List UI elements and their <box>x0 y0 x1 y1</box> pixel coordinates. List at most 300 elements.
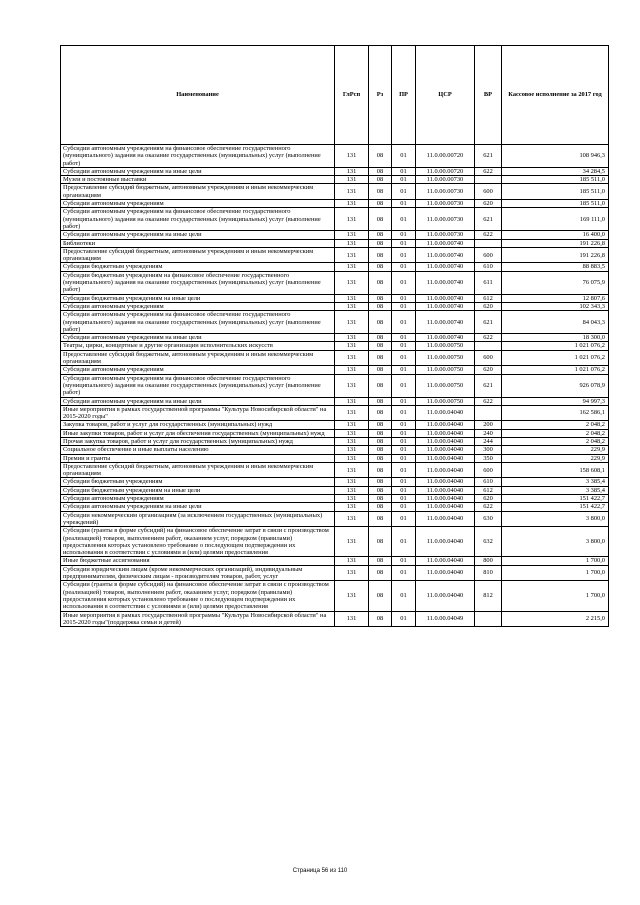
cell-csr: 11.0.00.00730 <box>416 231 475 239</box>
cell-sum: 12 807,6 <box>502 294 609 302</box>
cell-name: Субсидии автономным учреждениям на иные цели <box>61 167 335 175</box>
table-row <box>61 421 609 429</box>
cell-vr: 600 <box>475 184 502 200</box>
cell-csr: 11.0.00.00730 <box>416 184 475 200</box>
table-row <box>61 462 609 478</box>
header-name: Наименование <box>61 46 335 145</box>
cell-vr: 300 <box>475 446 502 454</box>
cell-csr: 11.0.00.00740 <box>416 239 475 247</box>
cell-csr: 11.0.00.04040 <box>416 581 475 611</box>
cell-rz: 08 <box>369 511 392 527</box>
cell-sum: 3 385,4 <box>502 486 609 494</box>
cell-csr: 11.0.00.00750 <box>416 350 475 366</box>
cell-name: Предоставление субсидий бюджетным, автономным учреждениям и иным некоммерческим организациям <box>61 350 335 366</box>
cell-grs: 131 <box>335 405 369 421</box>
cell-rz: 08 <box>369 565 392 581</box>
cell-csr: 11.0.00.04040 <box>416 486 475 494</box>
table-row <box>61 176 609 184</box>
cell-grs: 131 <box>335 374 369 397</box>
cell-sum: 158 608,1 <box>502 462 609 478</box>
cell-pr: 01 <box>392 294 416 302</box>
cell-name: Субсидии (гранты в форме субсидий) на финансовое обеспечение затрат в связи с производством (реализацией) товаров, выполнением работ, оказанием услуг, порядком (правилами) предоставления которых установлено требование о последующем подтверждении их использования в соответствии с условиями и (или) целями предоставления <box>61 527 335 557</box>
cell-name: Иные закупки товаров, работ и услуг для обеспечения государственных (муниципальных) нужд <box>61 429 335 437</box>
cell-grs: 131 <box>335 495 369 503</box>
cell-rz: 08 <box>369 176 392 184</box>
cell-pr: 01 <box>392 454 416 462</box>
table-row <box>61 208 609 231</box>
cell-sum: 185 511,0 <box>502 176 609 184</box>
cell-sum: 1 021 076,2 <box>502 342 609 350</box>
cell-grs: 131 <box>335 334 369 342</box>
budget-table-container <box>60 45 608 627</box>
table-row <box>61 271 609 294</box>
cell-sum: 162 586,1 <box>502 405 609 421</box>
cell-vr: 350 <box>475 454 502 462</box>
cell-name: Иные мероприятия в рамках государственной программы "Культура Новосибирской области" на 2015-2020 годы"(поддержка семьи и детей) <box>61 611 335 627</box>
cell-rz: 08 <box>369 454 392 462</box>
cell-name: Субсидии юридическим лицам (кроме некоммерческих организаций), индивидуальным предпринимателям, физическим лицам - производителям товаров, работ, услуг <box>61 565 335 581</box>
cell-pr: 01 <box>392 503 416 511</box>
cell-pr: 01 <box>392 495 416 503</box>
cell-rz: 08 <box>369 462 392 478</box>
cell-pr: 01 <box>392 486 416 494</box>
cell-sum: 1 700,0 <box>502 581 609 611</box>
cell-vr: 621 <box>475 145 502 168</box>
cell-rz: 08 <box>369 302 392 310</box>
cell-pr: 01 <box>392 271 416 294</box>
cell-pr: 01 <box>392 437 416 445</box>
cell-vr: 600 <box>475 462 502 478</box>
cell-csr: 11.0.00.04040 <box>416 454 475 462</box>
cell-name: Премии и гранты <box>61 454 335 462</box>
cell-vr: 621 <box>475 374 502 397</box>
cell-sum: 151 422,7 <box>502 495 609 503</box>
table-row <box>61 581 609 611</box>
cell-vr: 622 <box>475 503 502 511</box>
cell-sum: 108 946,3 <box>502 145 609 168</box>
cell-sum: 229,9 <box>502 446 609 454</box>
cell-vr: 620 <box>475 366 502 374</box>
cell-csr: 11.0.00.04040 <box>416 503 475 511</box>
cell-rz: 08 <box>369 503 392 511</box>
cell-rz: 08 <box>369 271 392 294</box>
cell-pr: 01 <box>392 184 416 200</box>
cell-pr: 01 <box>392 462 416 478</box>
cell-pr: 01 <box>392 527 416 557</box>
cell-grs: 131 <box>335 200 369 208</box>
cell-name: Субсидии автономным учреждениям на финансовое обеспечение государственного (муниципального) задания на оказание государственных (муниципальных) услуг (выполнение работ) <box>61 374 335 397</box>
cell-sum: 2 048,2 <box>502 421 609 429</box>
cell-pr: 01 <box>392 478 416 486</box>
cell-grs: 131 <box>335 611 369 627</box>
cell-vr <box>475 176 502 184</box>
cell-grs: 131 <box>335 527 369 557</box>
cell-pr: 01 <box>392 239 416 247</box>
cell-csr: 11.0.00.00730 <box>416 176 475 184</box>
cell-vr: 620 <box>475 495 502 503</box>
cell-name: Театры, цирки, концертные и другие организации исполнительских искусств <box>61 342 335 350</box>
cell-name: Субсидии автономным учреждениям <box>61 302 335 310</box>
cell-name: Субсидии бюджетным учреждениям на финансовое обеспечение государственного (муниципального) задания на оказание государственных (муниципальных) услуг (выполнение работ) <box>61 271 335 294</box>
cell-csr: 11.0.00.04049 <box>416 611 475 627</box>
cell-name: Субсидии бюджетным учреждениям на иные цели <box>61 294 335 302</box>
cell-sum: 102 343,3 <box>502 302 609 310</box>
cell-csr: 11.0.00.04040 <box>416 511 475 527</box>
cell-grs: 131 <box>335 437 369 445</box>
cell-pr: 01 <box>392 581 416 611</box>
cell-sum: 185 511,0 <box>502 184 609 200</box>
cell-pr: 01 <box>392 374 416 397</box>
cell-grs: 131 <box>335 511 369 527</box>
cell-rz: 08 <box>369 557 392 565</box>
cell-vr <box>475 611 502 627</box>
cell-pr: 01 <box>392 263 416 271</box>
table-row <box>61 247 609 263</box>
cell-name: Иные бюджетные ассигнования <box>61 557 335 565</box>
cell-csr: 11.0.00.00730 <box>416 200 475 208</box>
cell-sum: 169 111,0 <box>502 208 609 231</box>
header-vr: ВР <box>475 46 502 145</box>
cell-pr: 01 <box>392 421 416 429</box>
cell-sum: 76 075,9 <box>502 271 609 294</box>
cell-sum: 191 226,8 <box>502 247 609 263</box>
cell-vr: 621 <box>475 208 502 231</box>
table-row <box>61 342 609 350</box>
cell-sum: 151 422,7 <box>502 503 609 511</box>
table-row <box>61 302 609 310</box>
cell-sum: 1 700,0 <box>502 565 609 581</box>
cell-pr: 01 <box>392 565 416 581</box>
cell-pr: 01 <box>392 247 416 263</box>
cell-sum: 3 385,4 <box>502 478 609 486</box>
cell-sum: 34 284,5 <box>502 167 609 175</box>
cell-sum: 185 511,0 <box>502 200 609 208</box>
cell-name: Музеи и постоянные выставки <box>61 176 335 184</box>
cell-vr: 622 <box>475 167 502 175</box>
cell-rz: 08 <box>369 611 392 627</box>
cell-name: Социальное обеспечение и иные выплаты населению <box>61 446 335 454</box>
cell-sum: 94 997,3 <box>502 397 609 405</box>
cell-name: Субсидии автономным учреждениям на финансовое обеспечение государственного (муниципального) задания на оказание государственных (муниципальных) услуг (выполнение работ) <box>61 145 335 168</box>
cell-csr: 11.0.00.04040 <box>416 462 475 478</box>
cell-grs: 131 <box>335 263 369 271</box>
cell-name: Библиотеки <box>61 239 335 247</box>
table-row <box>61 231 609 239</box>
cell-grs: 131 <box>335 486 369 494</box>
cell-rz: 08 <box>369 247 392 263</box>
cell-csr: 11.0.00.04040 <box>416 405 475 421</box>
table-row <box>61 405 609 421</box>
cell-csr: 11.0.00.00720 <box>416 167 475 175</box>
cell-vr <box>475 342 502 350</box>
cell-vr: 612 <box>475 486 502 494</box>
cell-grs: 131 <box>335 184 369 200</box>
cell-rz: 08 <box>369 437 392 445</box>
table-row <box>61 454 609 462</box>
cell-pr: 01 <box>392 334 416 342</box>
cell-vr: 600 <box>475 350 502 366</box>
cell-grs: 131 <box>335 478 369 486</box>
cell-grs: 131 <box>335 239 369 247</box>
cell-rz: 08 <box>369 429 392 437</box>
cell-sum: 88 883,5 <box>502 263 609 271</box>
header-pr: ПР <box>392 46 416 145</box>
cell-vr <box>475 239 502 247</box>
cell-name: Субсидии автономным учреждениям на иные цели <box>61 397 335 405</box>
cell-pr: 01 <box>392 405 416 421</box>
cell-rz: 08 <box>369 311 392 334</box>
table-row <box>61 611 609 627</box>
cell-grs: 131 <box>335 366 369 374</box>
cell-grs: 131 <box>335 311 369 334</box>
cell-name: Субсидии автономным учреждениям на финансовое обеспечение государственного (муниципального) задания на оказание государственных (муниципальных) услуг (выполнение работ) <box>61 208 335 231</box>
cell-grs: 131 <box>335 342 369 350</box>
cell-sum: 16 400,0 <box>502 231 609 239</box>
cell-grs: 131 <box>335 208 369 231</box>
cell-csr: 11.0.00.04040 <box>416 495 475 503</box>
cell-rz: 08 <box>369 581 392 611</box>
cell-vr: 612 <box>475 294 502 302</box>
cell-pr: 01 <box>392 311 416 334</box>
cell-vr: 810 <box>475 565 502 581</box>
cell-csr: 11.0.00.00740 <box>416 247 475 263</box>
cell-name: Субсидии автономным учреждениям <box>61 200 335 208</box>
cell-grs: 131 <box>335 231 369 239</box>
table-row <box>61 145 609 168</box>
cell-csr: 11.0.00.04040 <box>416 421 475 429</box>
cell-name: Субсидии автономным учреждениям на иные цели <box>61 334 335 342</box>
cell-sum: 191 226,8 <box>502 239 609 247</box>
cell-csr: 11.0.00.00740 <box>416 311 475 334</box>
table-row <box>61 397 609 405</box>
cell-grs: 131 <box>335 176 369 184</box>
cell-csr: 11.0.00.00750 <box>416 397 475 405</box>
table-row <box>61 184 609 200</box>
cell-pr: 01 <box>392 231 416 239</box>
cell-vr: 800 <box>475 557 502 565</box>
cell-name: Субсидии бюджетным учреждениям <box>61 478 335 486</box>
cell-name: Субсидии автономным учреждениям <box>61 495 335 503</box>
cell-grs: 131 <box>335 462 369 478</box>
cell-sum: 1 021 076,2 <box>502 366 609 374</box>
cell-vr: 812 <box>475 581 502 611</box>
cell-vr: 622 <box>475 231 502 239</box>
cell-csr: 11.0.00.04040 <box>416 565 475 581</box>
cell-rz: 08 <box>369 421 392 429</box>
cell-name: Предоставление субсидий бюджетным, автономным учреждениям и иным некоммерческим организациям <box>61 184 335 200</box>
cell-rz: 08 <box>369 200 392 208</box>
cell-grs: 131 <box>335 581 369 611</box>
cell-csr: 11.0.00.00750 <box>416 374 475 397</box>
cell-grs: 131 <box>335 167 369 175</box>
cell-csr: 11.0.00.04040 <box>416 478 475 486</box>
header-grs: ГлРсп <box>335 46 369 145</box>
cell-vr: 621 <box>475 311 502 334</box>
cell-vr: 244 <box>475 437 502 445</box>
cell-csr: 11.0.00.04040 <box>416 557 475 565</box>
cell-sum: 229,9 <box>502 454 609 462</box>
cell-grs: 131 <box>335 503 369 511</box>
cell-csr: 11.0.00.00740 <box>416 334 475 342</box>
table-header-row <box>61 46 609 145</box>
header-rz: Рз <box>369 46 392 145</box>
page-number: Страница 56 из 110 <box>292 868 348 874</box>
table-row <box>61 511 609 527</box>
cell-pr: 01 <box>392 397 416 405</box>
cell-pr: 01 <box>392 611 416 627</box>
cell-name: Иные мероприятия в рамках государственной программы "Культура Новосибирской области" на 2015-2020 годы" <box>61 405 335 421</box>
table-body <box>61 145 609 627</box>
cell-name: Субсидии автономным учреждениям на иные цели <box>61 231 335 239</box>
header-csr: ЦСР <box>416 46 475 145</box>
budget-table <box>60 45 609 627</box>
cell-grs: 131 <box>335 446 369 454</box>
cell-name: Субсидии автономным учреждениям на иные цели <box>61 503 335 511</box>
cell-grs: 131 <box>335 271 369 294</box>
table-row <box>61 527 609 557</box>
cell-sum: 2 048,2 <box>502 437 609 445</box>
cell-vr: 632 <box>475 527 502 557</box>
cell-name: Субсидии автономным учреждениям на финансовое обеспечение государственного (муниципального) задания на оказание государственных (муниципальных) услуг (выполнение работ) <box>61 311 335 334</box>
cell-rz: 08 <box>369 374 392 397</box>
cell-pr: 01 <box>392 145 416 168</box>
cell-grs: 131 <box>335 350 369 366</box>
cell-vr: 610 <box>475 263 502 271</box>
cell-grs: 131 <box>335 454 369 462</box>
cell-pr: 01 <box>392 200 416 208</box>
cell-csr: 11.0.00.00720 <box>416 145 475 168</box>
cell-grs: 131 <box>335 397 369 405</box>
cell-vr: 620 <box>475 200 502 208</box>
cell-name: Предоставление субсидий бюджетным, автономным учреждениям и иным некоммерческим организациям <box>61 247 335 263</box>
cell-sum: 1 700,0 <box>502 557 609 565</box>
cell-name: Субсидии бюджетным учреждениям на иные цели <box>61 486 335 494</box>
cell-csr: 11.0.00.04040 <box>416 429 475 437</box>
cell-csr: 11.0.00.04040 <box>416 437 475 445</box>
table-row <box>61 294 609 302</box>
cell-csr: 11.0.00.00730 <box>416 208 475 231</box>
cell-rz: 08 <box>369 145 392 168</box>
cell-sum: 2 215,0 <box>502 611 609 627</box>
cell-name: Субсидии бюджетным учреждениям <box>61 263 335 271</box>
table-row <box>61 557 609 565</box>
cell-rz: 08 <box>369 208 392 231</box>
cell-rz: 08 <box>369 366 392 374</box>
cell-name: Субсидии (гранты в форме субсидий) на финансовое обеспечение затрат в связи с производством (реализацией) товаров, выполнением работ, оказанием услуг, порядком (правилами) предоставления которых установлено требование о последующем подтверждении их использования в соответствии с условиями и (или) целями предоставления <box>61 581 335 611</box>
cell-grs: 131 <box>335 294 369 302</box>
table-row <box>61 478 609 486</box>
table-row <box>61 350 609 366</box>
cell-csr: 11.0.00.04040 <box>416 527 475 557</box>
cell-rz: 08 <box>369 527 392 557</box>
cell-pr: 01 <box>392 511 416 527</box>
cell-name: Субсидии некоммерческим организациям (за исключением государственных (муниципальных) учреждений) <box>61 511 335 527</box>
cell-rz: 08 <box>369 294 392 302</box>
cell-vr: 630 <box>475 511 502 527</box>
cell-sum: 3 800,0 <box>502 511 609 527</box>
cell-rz: 08 <box>369 495 392 503</box>
cell-vr: 620 <box>475 302 502 310</box>
cell-rz: 08 <box>369 446 392 454</box>
cell-rz: 08 <box>369 231 392 239</box>
cell-pr: 01 <box>392 366 416 374</box>
cell-csr: 11.0.00.00750 <box>416 342 475 350</box>
cell-grs: 131 <box>335 565 369 581</box>
table-row <box>61 239 609 247</box>
cell-grs: 131 <box>335 557 369 565</box>
cell-sum: 84 043,3 <box>502 311 609 334</box>
cell-rz: 08 <box>369 239 392 247</box>
cell-csr: 11.0.00.04040 <box>416 446 475 454</box>
cell-vr: 622 <box>475 334 502 342</box>
table-row <box>61 263 609 271</box>
header-sum: Кассовое исполнение за 2017 год <box>502 46 609 145</box>
cell-sum: 2 048,2 <box>502 429 609 437</box>
table-row <box>61 167 609 175</box>
cell-csr: 11.0.00.00740 <box>416 263 475 271</box>
cell-vr: 200 <box>475 421 502 429</box>
table-row <box>61 366 609 374</box>
cell-pr: 01 <box>392 342 416 350</box>
cell-rz: 08 <box>369 263 392 271</box>
cell-rz: 08 <box>369 478 392 486</box>
cell-sum: 926 078,9 <box>502 374 609 397</box>
cell-name: Субсидии автономным учреждениям <box>61 366 335 374</box>
cell-pr: 01 <box>392 446 416 454</box>
cell-rz: 08 <box>369 334 392 342</box>
cell-pr: 01 <box>392 167 416 175</box>
table-row <box>61 446 609 454</box>
cell-grs: 131 <box>335 421 369 429</box>
cell-vr: 611 <box>475 271 502 294</box>
cell-rz: 08 <box>369 486 392 494</box>
table-row <box>61 565 609 581</box>
cell-rz: 08 <box>369 350 392 366</box>
cell-sum: 3 800,0 <box>502 527 609 557</box>
table-row <box>61 311 609 334</box>
cell-rz: 08 <box>369 342 392 350</box>
cell-vr <box>475 405 502 421</box>
cell-vr: 610 <box>475 478 502 486</box>
cell-pr: 01 <box>392 302 416 310</box>
cell-grs: 131 <box>335 247 369 263</box>
cell-grs: 131 <box>335 302 369 310</box>
table-row <box>61 429 609 437</box>
cell-name: Прочая закупка товаров, работ и услуг для государственных (муниципальных) нужд <box>61 437 335 445</box>
cell-grs: 131 <box>335 145 369 168</box>
cell-csr: 11.0.00.00740 <box>416 294 475 302</box>
cell-pr: 01 <box>392 350 416 366</box>
table-row <box>61 486 609 494</box>
cell-csr: 11.0.00.00740 <box>416 271 475 294</box>
cell-vr: 600 <box>475 247 502 263</box>
cell-pr: 01 <box>392 176 416 184</box>
cell-csr: 11.0.00.00740 <box>416 302 475 310</box>
table-row <box>61 200 609 208</box>
cell-vr: 240 <box>475 429 502 437</box>
cell-rz: 08 <box>369 184 392 200</box>
cell-name: Закупка товаров, работ и услуг для государственных (муниципальных) нужд <box>61 421 335 429</box>
cell-pr: 01 <box>392 429 416 437</box>
cell-csr: 11.0.00.00750 <box>416 366 475 374</box>
cell-name: Предоставление субсидий бюджетным, автономным учреждениям и иным некоммерческим организациям <box>61 462 335 478</box>
table-row <box>61 503 609 511</box>
cell-pr: 01 <box>392 208 416 231</box>
table-row <box>61 495 609 503</box>
table-row <box>61 374 609 397</box>
table-row <box>61 334 609 342</box>
cell-sum: 1 021 076,2 <box>502 350 609 366</box>
